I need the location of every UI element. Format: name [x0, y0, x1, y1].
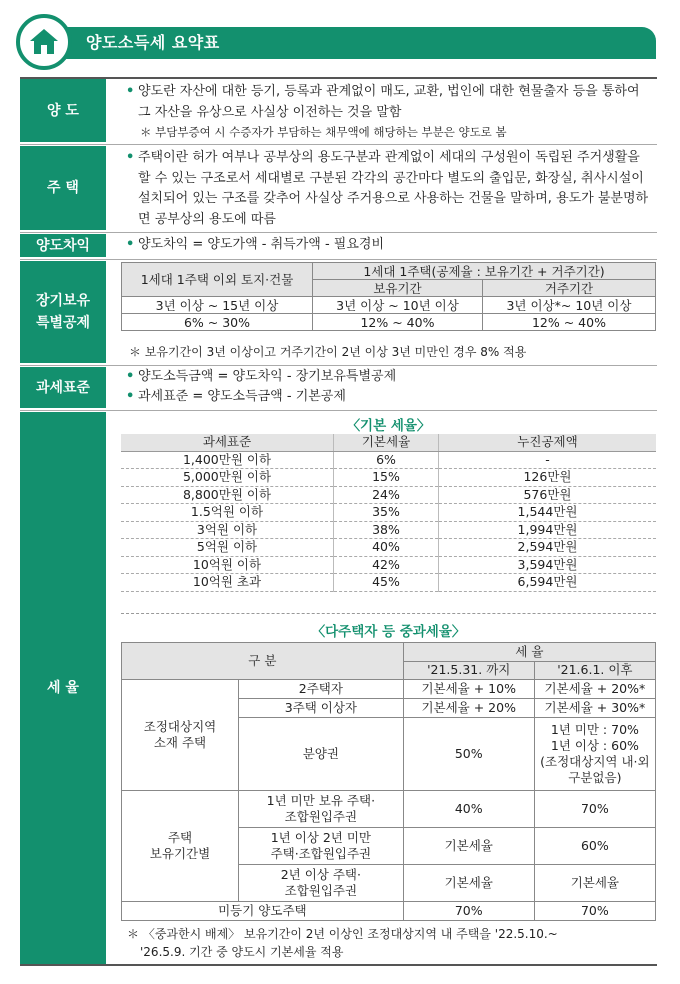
base-line2: • 과세표준 = 양도소득금액 - 기본공제 — [138, 387, 652, 408]
heavy-header-after: '21.6.1. 이후 — [534, 661, 655, 680]
bullet-dot: • — [126, 369, 135, 384]
heavy-cell: 기본세율 — [534, 865, 655, 902]
basic-rate-cell: 126만원 — [439, 469, 657, 487]
basic-rate-cell: 1,400만원 이하 — [121, 451, 334, 469]
transfer-text: • 양도란 자산에 대한 등기, 등록과 관계없이 매도, 교환, 법인에 대한 현물출자 등을 통하여 그 자산을 유상으로 사실상 이전하는 것을 말함 — [126, 84, 640, 120]
bullet-dot: • — [126, 237, 135, 252]
label-ltg — [20, 261, 106, 363]
presale-line: 구분없음) — [568, 770, 622, 785]
basic-rate-cell: 10억원 이하 — [121, 556, 334, 574]
bullet-dot: • — [126, 84, 135, 99]
group-name-line: 주택 — [167, 830, 193, 845]
heavy-cell: 40% — [403, 791, 534, 828]
group-name-line: 조정대상지역 — [143, 719, 217, 734]
ltg-col-one: 1세대 1주택(공제율 : 보유기간 + 거주기간) — [313, 263, 656, 280]
basic-rate-cell: 45% — [334, 574, 439, 592]
heavy-cell: 기본세율 — [403, 865, 534, 902]
presale-line: (조정대상지역 내·외 — [540, 754, 650, 769]
heavy-rate-table — [121, 642, 656, 921]
heavy-note-line2: '26.5.9. 기간 중 양도시 기본세율 적용 — [140, 945, 344, 959]
heavy-group-holding — [122, 791, 239, 902]
heavy-cell-presale-after — [534, 718, 655, 791]
base-line1: • 양도소득금액 = 양도차익 - 장기보유특별공제 — [138, 367, 652, 388]
basic-rate-cell: 6% — [334, 451, 439, 469]
heavy-cell: 70% — [534, 902, 655, 921]
basic-rate-cell: 5,000만원 이하 — [121, 469, 334, 487]
label-tax-base: 과세표준 — [20, 367, 106, 408]
basic-rate-cell: 3,594만원 — [439, 556, 657, 574]
basic-rate-cell: 1.5억원 이하 — [121, 504, 334, 522]
gain-text: • 양도차익 = 양도가액 - 취득가액 - 필요경비 — [138, 235, 652, 256]
basic-rate-cell: 576만원 — [439, 486, 657, 504]
row-divider — [20, 410, 657, 411]
ltg-col-other: 1세대 1주택 이외 토지·건물 — [122, 263, 313, 297]
label-ltg-line1: 장기보유 — [35, 293, 91, 309]
basic-rate-cell: 42% — [334, 556, 439, 574]
label-housing: 주 택 — [20, 146, 106, 230]
basic-rate-cell: 10억원 초과 — [121, 574, 334, 592]
basic-rate-cell: 5억원 이하 — [121, 539, 334, 557]
basic-rate-cell: - — [439, 451, 657, 469]
basic-rate-row — [121, 469, 656, 487]
ltg-cell: 12% ~ 40% — [313, 314, 483, 331]
row-divider — [20, 232, 657, 233]
presale-line: 1년 이상 : 60% — [550, 738, 639, 753]
heavy-cell: 기본세율 + 10% — [403, 680, 534, 699]
heavy-header-gubun: 구 분 — [122, 643, 404, 680]
basic-rate-row — [121, 486, 656, 504]
basic-rate-cell: 35% — [334, 504, 439, 522]
row-divider — [20, 365, 657, 366]
basic-rate-row — [121, 574, 656, 592]
heavy-cell: 70% — [534, 791, 655, 828]
basic-rate-cell: 1,994만원 — [439, 521, 657, 539]
heavy-item: 1년 미만 보유 주택· 조합원입주권 — [239, 791, 404, 828]
ltg-cell: 3년 이상*~ 10년 이상 — [482, 297, 655, 314]
home-icon — [27, 25, 61, 59]
heavy-item: 3주택 이상자 — [239, 699, 404, 718]
basic-rate-table — [121, 434, 656, 592]
presale-line: 1년 미만 : 70% — [550, 722, 639, 737]
heavy-note-line1: ＊ 〈중과한시 배제〉 보유기간이 2년 이상인 조정대상지역 내 주택을 '22.5.10.~ — [127, 927, 558, 941]
heavy-cell: 기본세율 + 20% — [403, 699, 534, 718]
housing-text: • 주택이란 허가 여부나 공부상의 용도구분과 관계없이 세대의 구성원이 독립된 주거생활을 할 수 있는 구조로서 세대별로 구분된 각각의 공간마다 별도의 출입문, 화장실, 취사시설이 설치되어 있는 구조를 갖추어 사실상 주거용으로 사용하는 건물을 말하며, 용도가 불분명하면 공부상의 용도에 따름 — [126, 150, 649, 227]
basic-rate-row — [121, 556, 656, 574]
ltg-note: ＊ 보유기간이 3년 이상이고 거주기간이 2년 이상 3년 미만인 경우 8% 적용 — [129, 345, 527, 359]
basic-header: 누진공제액 — [439, 434, 657, 451]
basic-rate-cell: 1,544만원 — [439, 504, 657, 522]
basic-rate-row — [121, 521, 656, 539]
basic-header: 과세표준 — [121, 434, 334, 451]
bullet-dot: • — [126, 389, 135, 404]
heavy-cell: 70% — [403, 902, 534, 921]
ltg-cell: 6% ~ 30% — [122, 314, 313, 331]
label-rates: 세 율 — [20, 412, 106, 964]
heavy-header-rate: 세 율 — [403, 643, 655, 662]
heavy-item: 분양권 — [239, 718, 404, 791]
heavy-cell: 기본세율 — [403, 828, 534, 865]
heavy-rate-title: 〈다주택자 등 중과세율〉 — [311, 624, 466, 640]
label-ltg-line2: 특별공제 — [35, 315, 91, 331]
basic-rate-row — [121, 539, 656, 557]
basic-header: 기본세율 — [334, 434, 439, 451]
title-icon-badge — [16, 14, 72, 70]
dashed-divider — [121, 613, 656, 614]
ltg-cell: 12% ~ 40% — [482, 314, 655, 331]
ltg-col-hold: 보유기간 — [313, 280, 483, 297]
basic-rate-cell: 2,594만원 — [439, 539, 657, 557]
label-transfer: 양 도 — [20, 79, 106, 142]
basic-rate-row — [121, 504, 656, 522]
heavy-item: 1년 이상 2년 미만 주택·조합원입주권 — [239, 828, 404, 865]
basic-rate-cell: 38% — [334, 521, 439, 539]
basic-rate-cell: 8,800만원 이하 — [121, 486, 334, 504]
group-name-line: 보유기간별 — [149, 846, 211, 861]
heavy-item: 2년 이상 주택· 조합원입주권 — [239, 865, 404, 902]
heavy-item-unregistered: 미등기 양도주택 — [122, 902, 404, 921]
ltg-col-live: 거주기간 — [482, 280, 655, 297]
basic-rate-cell: 6,594만원 — [439, 574, 657, 592]
ltg-cell: 3년 이상 ~ 15년 이상 — [122, 297, 313, 314]
ltg-table — [121, 262, 656, 331]
page-title: 양도소득세 요약표 — [86, 33, 220, 52]
heavy-cell: 기본세율 + 30%* — [534, 699, 655, 718]
basic-rate-cell: 24% — [334, 486, 439, 504]
label-gain: 양도차익 — [20, 234, 106, 257]
basic-rate-cell: 15% — [334, 469, 439, 487]
row-divider — [20, 259, 657, 260]
basic-rate-row — [121, 451, 656, 469]
heavy-cell: 기본세율 + 20%* — [534, 680, 655, 699]
bullet-dot: • — [126, 150, 135, 165]
heavy-item: 2주택자 — [239, 680, 404, 699]
basic-rate-cell: 3억원 이하 — [121, 521, 334, 539]
basic-rate-cell: 40% — [334, 539, 439, 557]
basic-rate-title: 〈기본 세율〉 — [346, 418, 431, 434]
row-divider — [20, 144, 657, 145]
ltg-cell: 3년 이상 ~ 10년 이상 — [313, 297, 483, 314]
heavy-header-until: '21.5.31. 까지 — [403, 661, 534, 680]
transfer-note: ＊ 부담부증여 시 수증자가 부담하는 채무액에 해당하는 부분은 양도로 봄 — [140, 125, 507, 139]
heavy-cell: 60% — [534, 828, 655, 865]
group-name-line: 소재 주택 — [153, 735, 207, 750]
heavy-group-adjusted — [122, 680, 239, 791]
heavy-cell: 50% — [403, 718, 534, 791]
